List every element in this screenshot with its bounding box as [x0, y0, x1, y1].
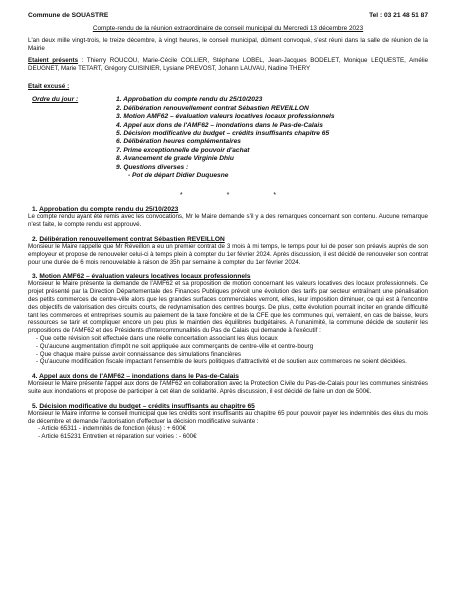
section-body: Monsieur le Maire informe le conseil municipal que les crédits sont insuffisants au chapitre 65 pour pouvoir payer les indemnités des élus du mois de décembre et demande l'autorisation d'effectuer la décision modificative suivante :	[28, 409, 428, 425]
agenda-item: 1. Approbation du compte rendu du 25/10/2023	[116, 96, 263, 104]
section-title: Délibération renouvellement contrat Sébastien REVEILLON	[39, 236, 225, 244]
list-item: - Qu'aucune augmentation d'impôt ne soit appliquée aux commerçants de centre-ville et centre-bourg	[36, 342, 314, 350]
section-motion-amf62	[28, 273, 428, 366]
section-heading	[28, 273, 428, 280]
agenda-item: 5. Décision modificative du budget – crédits insuffisants chapitre 65	[116, 130, 330, 138]
agenda-list	[116, 96, 335, 180]
agenda	[28, 96, 428, 180]
star-glyph: *	[273, 192, 277, 200]
section-number: 5.	[32, 402, 38, 410]
section-budget-change	[28, 403, 428, 441]
budget-articles	[28, 425, 428, 441]
section-body: Le compte rendu ayant été remis avec les convocations, Mr le Maire demande s'il y a des remarques concernant son contenu. Aucune remarque n'est faite, le compte rendu est approuvé.	[28, 213, 428, 229]
commune-name: Commune de SOUASTRE	[28, 12, 109, 19]
phone-number: Tel : 03 21 48 51 87	[369, 12, 428, 19]
agenda-item: 4. Appel aux dons de l'AMF62 – inondations dans le Pas-de-Calais	[116, 121, 323, 129]
section-title: Appel aux dons de l'AMF62 – inondations dans le Pas-de-Calais	[39, 373, 239, 381]
section-body: Monsieur le Maire présente l'appel aux dons de l'AMF62 en collaboration avec la Protection Civile du Pas-de-Calais pour les communes sinistrées suite aux inondations et propose de participer à cet élan de solidarité. Après discussion, il est décidé de faire un don de 500€.	[28, 380, 428, 396]
list-item: - Article 65311 - indemnités de fonction (élus) : + 600€	[38, 425, 186, 433]
section-heading	[28, 206, 428, 213]
agenda-item: 7. Prime exceptionnelle de pouvoir d'achat	[116, 146, 250, 154]
excused-label: Etait excusé :	[28, 83, 70, 91]
section-title: Approbation du compte rendu du 25/10/2023	[39, 206, 179, 214]
letterhead	[28, 12, 428, 19]
agenda-item: 6. Délibération heures complémentaires	[116, 138, 241, 146]
section-donation-appeal	[28, 373, 428, 396]
attendees-list: : Thierry ROUCOU, Marie-Cécile COLLIER, Stéphane LOBEL, Jean-Jacques BODELET, Monique LEQUESTE, Amélie DEUGNET, Marie TETART, Grégory CUISINIER, Lysiane PREVOST, Johann LAUVAU, Nadine THERY	[28, 57, 429, 73]
list-item: - Que cette révision soit effectuée dans une réelle concertation associant les élus locaux	[36, 335, 278, 343]
section-heading	[28, 373, 428, 380]
attendees-label: Etaient présents	[28, 57, 79, 65]
section-number: 3.	[32, 273, 38, 281]
intro-paragraph: L'an deux mille vingt-trois, le treize décembre, à vingt heures, le conseil municipal, dûment convoqué, s'est réuni dans la salle de réunion de la Mairie	[28, 37, 428, 53]
star-glyph: *	[179, 192, 183, 200]
section-body: Monsieur le Maire présente la demande de l'AMF62 et sa proposition de motion concernant les valeurs locatives des locaux professionnels. Ce projet présenté par la Direction Départementale des Finances Publiques prévoit une évolution des tarifs par secteur entraînant une pénalisation des petits commerces de centre-ville alors que les grandes surfaces commerciales verront, elles, leur imposition diminuer, ce qui est à l'encontre des objectifs de valorisation des circuits courts, de redynamisation des centres bourgs. De plus, cette évolution pourrait inciter en grande difficulté tant les commerces et entreprises soumis au paiement de la taxe foncière et de la CFE que les communes qui, verraient, en cas de baisse, leurs ressources se tarir et compliquer encore un peu plus le maintien des équilibres budgétaires. A l'unanimité, la commune décide de soutenir les propositions de l'AMF62 et des Présidents d'Intercommunalités du Pas de Calais qui demande à l'exécutif :	[28, 280, 428, 335]
agenda-item: 3. Motion AMF62 – évaluation valeurs locatives locaux professionnels	[116, 113, 335, 121]
agenda-subitem: - Pot de départ Didier Duquesne	[128, 172, 229, 180]
section-heading	[28, 403, 428, 410]
list-item: - Que chaque maire puisse avoir connaissance des simulations financières	[36, 350, 241, 358]
meeting-title: Compte-rendu de la réunion extraordinaire de conseil municipal du Mercredi 13 décembre 2023	[92, 25, 364, 32]
agenda-item: 2. Délibération renouvellement contrat Sébastien REVEILLON	[116, 104, 309, 112]
section-title: Décision modificative du budget – crédits insuffisants au chapitre 65	[39, 402, 255, 410]
section-heading	[28, 236, 428, 243]
star-glyph: *	[226, 192, 230, 200]
section-body: Monsieur le Maire rappelle que Mr Réveillon a eu un premier contrat de 3 mois à mi temps, le temps pour lui de poser son préavis auprès de son employeur et propose de renouveler celui-ci à temps plein à compter du 1er février 2024. Après discussion, il est décidé de renouveler son contrat pour une durée de 6 mois renouvelable à raison de 35h par semaine à compter du 1er février 2024.	[28, 243, 428, 266]
list-item: - Article 615231 Entretien et réparation sur voiries : - 600€	[38, 433, 197, 441]
agenda-item: 8. Avancement de grade Virginie Dhiu	[116, 155, 234, 163]
section-number: 2.	[32, 236, 38, 244]
section-number: 4.	[32, 373, 38, 381]
section-number: 1.	[32, 206, 38, 214]
attendees-paragraph	[28, 57, 428, 73]
list-item: - Qu'aucune modification fiscale impactant l'ensemble de leurs politiques d'attractivité et de soutien aux commerces ne soient décidées.	[36, 358, 407, 366]
section-approval	[28, 206, 428, 229]
separator-stars	[28, 192, 428, 199]
motion-demands-list	[28, 335, 428, 366]
section-contract-renewal	[28, 236, 428, 266]
section-title: Motion AMF62 – évaluation valeurs locatives locaux professionnels	[39, 273, 251, 281]
agenda-label: Ordre du jour :	[32, 96, 79, 104]
agenda-item: 9. Questions diverses :	[116, 163, 189, 171]
